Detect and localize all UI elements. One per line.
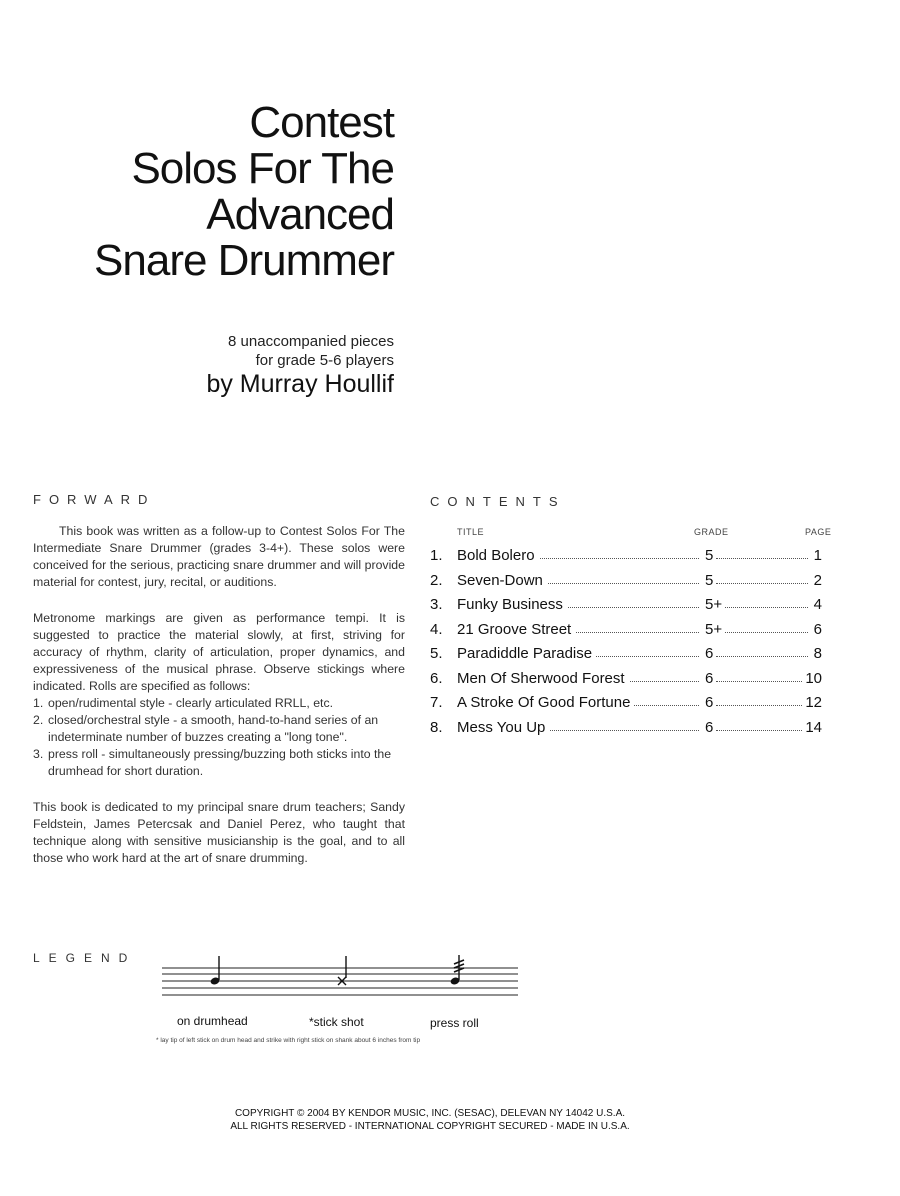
contents-item-page: 4 xyxy=(813,596,822,613)
contents-rows xyxy=(430,545,834,741)
table-row xyxy=(430,570,834,595)
contents-item-grade: 6 xyxy=(705,670,716,687)
table-row xyxy=(430,668,834,693)
contents-item-grade: 5 xyxy=(705,547,716,564)
dot-leader xyxy=(716,730,808,731)
dot-leader xyxy=(716,656,808,657)
legend-caption-drumhead: on drumhead xyxy=(177,1014,248,1028)
list-item-number: 1. xyxy=(33,696,44,710)
roll-types-list xyxy=(33,695,405,780)
contents-item-number: 6. xyxy=(430,669,443,687)
contents-item-grade: 6 xyxy=(705,694,716,711)
forward-heading: FORWARD xyxy=(33,492,156,507)
contents-item-number: 8. xyxy=(430,718,443,736)
list-item xyxy=(33,695,405,712)
subtitle xyxy=(228,332,394,370)
column-header-grade: GRADE xyxy=(694,527,729,537)
list-item xyxy=(33,746,405,780)
copyright-line-1: COPYRIGHT © 2004 BY KENDOR MUSIC, INC. (SESAC), DELEVAN NY 14042 U.S.A. xyxy=(234,1108,626,1119)
title-line-2: Solos For The xyxy=(131,144,394,193)
contents-item-grade: 5+ xyxy=(705,596,725,613)
table-row xyxy=(430,545,834,570)
contents-item-title: 21 Groove Street xyxy=(457,621,575,638)
legend-caption-stick-shot: *stick shot xyxy=(309,1015,364,1029)
title-line-1: Contest xyxy=(249,98,394,147)
contents-item-title: Mess You Up xyxy=(457,719,549,736)
dot-leader xyxy=(716,583,808,584)
column-header-page: PAGE xyxy=(805,527,832,537)
contents-item-title: Seven-Down xyxy=(457,572,547,589)
subtitle-line-2: for grade 5-6 players xyxy=(255,352,394,369)
list-item-text: press roll - simultaneously pressing/buzzing both sticks into the drumhead for short duration. xyxy=(48,747,392,778)
contents-item-number: 2. xyxy=(430,571,443,589)
contents-item-page: 2 xyxy=(813,571,822,589)
legend-staff xyxy=(160,950,520,1008)
contents-item-page: 8 xyxy=(813,645,822,662)
list-item-number: 2. xyxy=(33,713,44,727)
contents-item-number: 1. xyxy=(430,547,443,564)
contents-item-number: 5. xyxy=(430,645,443,662)
dot-leader xyxy=(716,681,808,682)
contents-item-title: Funky Business xyxy=(457,596,567,613)
subtitle-line-1: 8 unaccompanied pieces xyxy=(228,333,394,350)
contents-item-grade: 5+ xyxy=(705,621,725,638)
forward-intro: This book was written as a follow-up to Contest Solos For The Intermediate Snare Drummer (grades 3-4+). These solos were conceived for the serious, practicing snare drummer and will provide material for contest, jury, recital, or auditions. xyxy=(33,524,405,589)
contents-item-page: 6 xyxy=(813,620,822,638)
forward-dedication: This book is dedicated to my principal snare drum teachers; Sandy Feldstein, James Petercsak and Daniel Perez, who taught that technique along with sensitive musicianship is the goal, and to all those who work hard at the art of snare drumming. xyxy=(33,800,405,865)
contents-item-number: 4. xyxy=(430,620,443,638)
copyright-line-2: ALL RIGHTS RESERVED - INTERNATIONAL COPYRIGHT SECURED - MADE IN U.S.A. xyxy=(230,1121,630,1132)
contents-item-grade: 6 xyxy=(705,645,716,662)
copyright-notice xyxy=(150,1107,710,1133)
forward-section xyxy=(33,523,405,886)
legend-heading: LEGEND xyxy=(33,951,137,965)
title-line-4: Snare Drummer xyxy=(94,236,394,285)
table-row xyxy=(430,594,834,619)
list-item-text: open/rudimental style - clearly articulated RRLL, etc. xyxy=(48,696,334,710)
dot-leader xyxy=(716,632,808,633)
contents-item-title: Paradiddle Paradise xyxy=(457,645,596,662)
table-row xyxy=(430,643,834,668)
contents-item-number: 3. xyxy=(430,596,443,613)
list-item-text: closed/orchestral style - a smooth, hand-to-hand series of an indeterminate number of buzzes creating a "long tone". xyxy=(48,713,379,744)
contents-item-page: 1 xyxy=(813,547,822,564)
author: by Murray Houllif xyxy=(206,370,394,398)
contents-item-page: 12 xyxy=(805,694,822,711)
legend-caption-press-roll: press roll xyxy=(430,1016,479,1030)
forward-metronome: Metronome markings are given as performance tempi. It is suggested to practice the material slowly, at first, striving for accuracy of rhythm, clarity of articulation, proper dynamics, and expressiveness of the musical phrase. Observe stickings where indicated. Rolls are specified as follows: xyxy=(33,611,405,693)
table-row xyxy=(430,619,834,644)
contents-item-page: 10 xyxy=(805,669,822,687)
legend-footnote: * lay tip of left stick on drum head and strike with right stick on shank about 6 inches from tip xyxy=(156,1037,421,1044)
contents-item-grade: 6 xyxy=(705,719,716,736)
contents-heading: CONTENTS xyxy=(430,494,566,509)
table-row xyxy=(430,692,834,717)
table-row xyxy=(430,717,834,742)
title-line-3: Advanced xyxy=(206,190,394,239)
contents-item-title: Bold Bolero xyxy=(457,547,539,564)
column-header-title: TITLE xyxy=(457,527,485,537)
book-title xyxy=(94,100,394,284)
contents-item-grade: 5 xyxy=(705,572,716,589)
list-item-number: 3. xyxy=(33,747,44,761)
contents-item-page: 14 xyxy=(805,718,822,736)
contents-item-title: Men Of Sherwood Forest xyxy=(457,670,629,687)
dot-leader xyxy=(716,705,808,706)
contents-item-number: 7. xyxy=(430,694,443,711)
dot-leader xyxy=(716,607,808,608)
contents-item-title: A Stroke Of Good Fortune xyxy=(457,694,634,711)
dot-leader xyxy=(716,558,808,559)
list-item xyxy=(33,712,405,746)
drumhead-note-icon xyxy=(210,956,221,986)
